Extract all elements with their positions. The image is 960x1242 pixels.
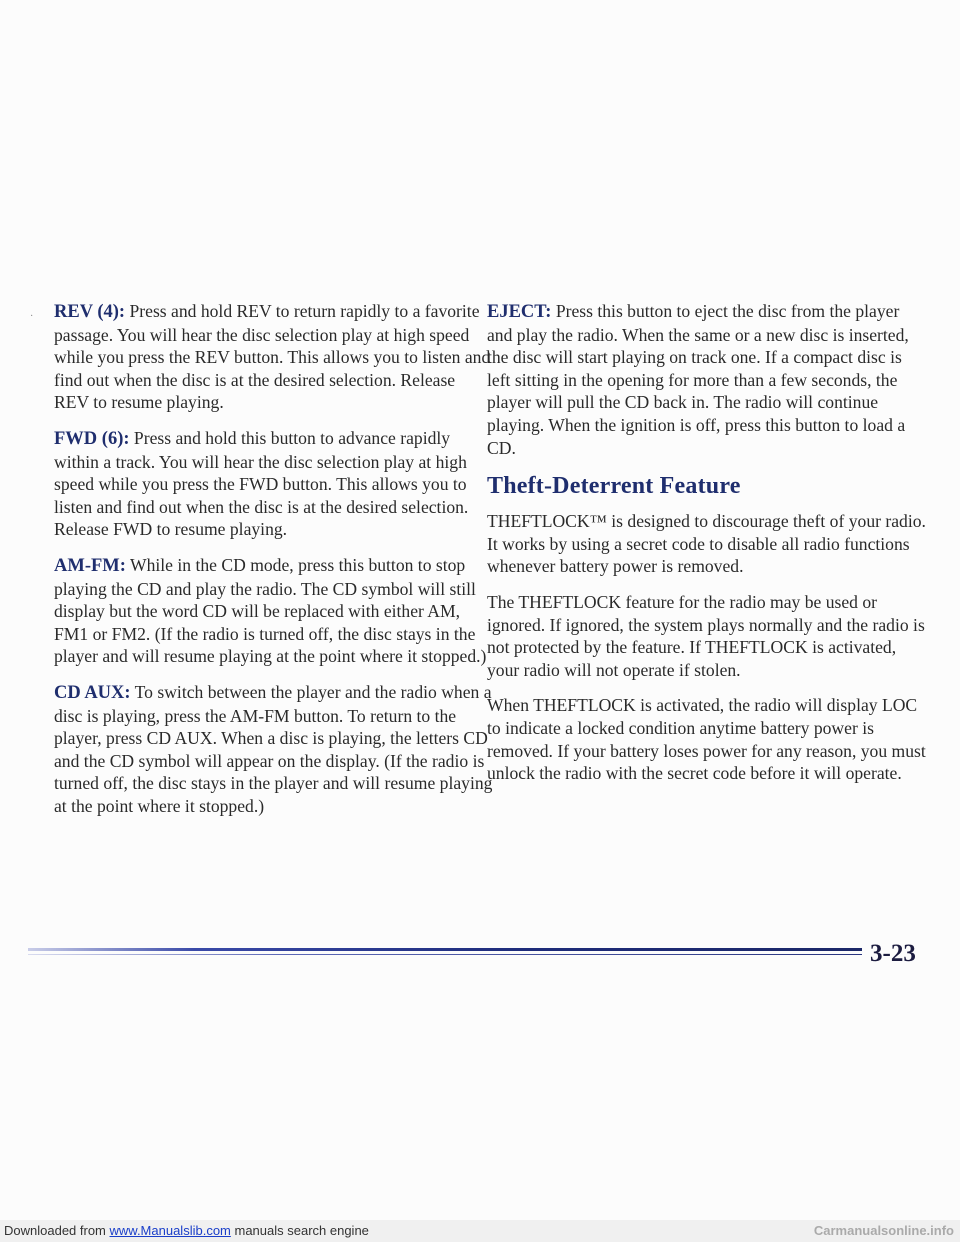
- section-heading: Theft-Deterrent Feature: [487, 473, 741, 500]
- page-rule: [0, 944, 960, 964]
- page-number: 3-23: [870, 940, 916, 967]
- cd-aux-term: CD AUX:: [54, 682, 131, 703]
- rule-thick-line: [28, 948, 862, 951]
- theftlock-loc-paragraph: When THEFTLOCK is activated, the radio will display LOC to indicate a locked condition anytime battery power is removed. If your battery loses power for any reason, you must unlock the radio with the secret code before it will operate.: [487, 695, 926, 784]
- rule-thin-line: [28, 954, 862, 955]
- eject-term: EJECT:: [487, 302, 552, 322]
- am-fm-text: While in the CD mode, press this button to stop playing the CD and play the radio. The CD symbol will still display but the word CD will be replaced with either AM, FM1 or FM2. (If the radio is turned off, the disc stays in the player and will resume playing at the point where it stopped.): [54, 554, 487, 667]
- rev-paragraph: [54, 300, 494, 414]
- theftlock-usage-paragraph: The THEFTLOCK feature for the radio may be used or ignored. If ignored, the system plays normally and the radio is not protected by the feature. If THEFTLOCK is activated, your radio will not operate if stolen.: [487, 591, 925, 680]
- footer-source: [4, 1220, 369, 1242]
- am-fm-term: AM-FM:: [54, 555, 126, 576]
- footer-suffix: manuals search engine: [230, 1223, 369, 1238]
- stray-mark: ·: [30, 311, 34, 322]
- right-column: [487, 300, 927, 798]
- rev-term: REV (4):: [54, 302, 126, 322]
- left-column: [54, 300, 494, 830]
- fwd-text: Press and hold this button to advance rapidly within a track. You will hear the disc selection play at high speed while you press the FWD button. This allows you to listen and find out when the disc is at the desired selection. Release FWD to resume playing.: [54, 427, 469, 540]
- eject-paragraph: [487, 300, 927, 459]
- cd-aux-text: To switch between the player and the radio when a disc is playing, press the AM-FM button. To return to the player, press CD AUX. When a disc is playing, the letters CD and the CD symbol will appear on the display. (If the radio is turned off, the disc stays in the player and will resume playing at the point where it stopped.): [54, 681, 493, 816]
- download-footer: [0, 1220, 960, 1242]
- cd-aux-paragraph: [54, 681, 494, 818]
- footer-prefix: Downloaded from: [4, 1223, 110, 1238]
- watermark-text: Carmanualsonline.info: [813, 1223, 954, 1238]
- eject-text: Press this button to eject the disc from the player and play the radio. When the same or a new disc is inserted, the disc will start playing on track one. If a compact disc is left sitting in the opening for more than a few seconds, the player will pull the CD back in. The radio will continue playing. When the ignition is off, press this button to load a CD.: [487, 301, 909, 458]
- theftlock-intro-paragraph: THEFTLOCK™ is designed to discourage theft of your radio. It works by using a secret code to disable all radio functions whenever battery power is removed.: [487, 511, 926, 577]
- fwd-term: FWD (6):: [54, 428, 130, 449]
- manualslib-link[interactable]: www.Manualslib.com: [109, 1223, 231, 1238]
- fwd-paragraph: [54, 427, 494, 541]
- rev-text: Press and hold REV to return rapidly to a favorite passage. You will hear the disc selection play at high speed while you press the REV button. This allows you to listen and find out when the disc is at the desired selection. Release REV to resume playing.: [54, 301, 491, 413]
- am-fm-paragraph: [54, 554, 494, 668]
